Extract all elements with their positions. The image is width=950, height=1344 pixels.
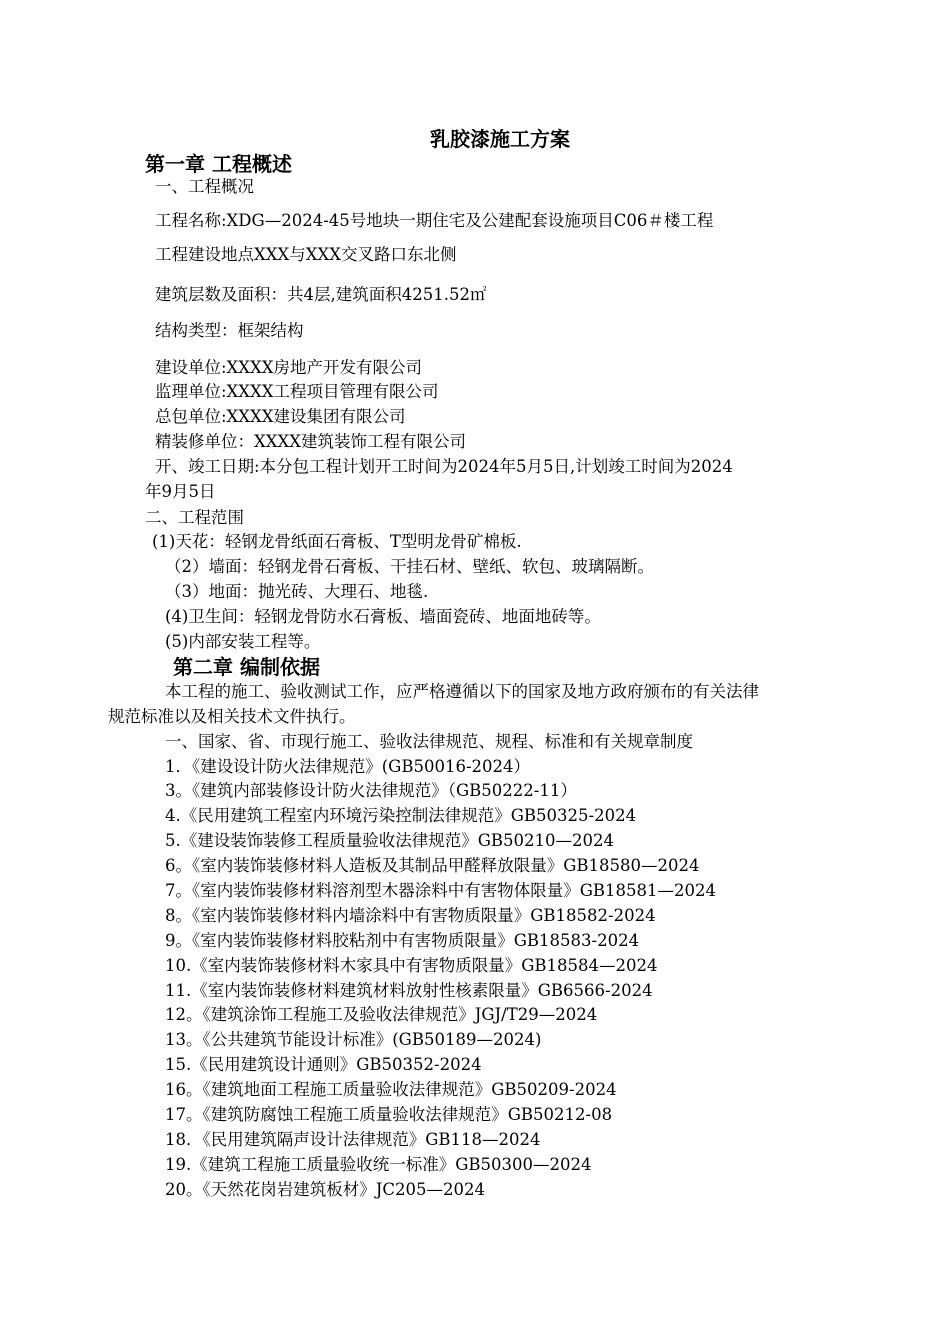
intro-line-1: 本工程的施工、验收测试工作，应严格遵循以下的国家及地方政府颁布的有关法律 bbox=[165, 682, 759, 701]
decorator-unit: 精装修单位：XXXX建筑装饰工程有限公司 bbox=[155, 432, 466, 451]
project-name: 工程名称:XDG—2024-45号地块一期住宅及公建配套设施项目C06＃楼工程 bbox=[155, 211, 714, 230]
reference-item: 12。《建筑涂饰工程施工及验收法律规范》JGJ/T29—2024 bbox=[165, 1005, 598, 1024]
floors-area: 建筑层数及面积：共4层,建筑面积4251.52㎡ bbox=[155, 285, 487, 304]
section-heading: 二、工程范围 bbox=[145, 508, 244, 527]
chapter-1-heading: 第一章 工程概述 bbox=[145, 152, 292, 176]
schedule-line-2: 年9月5日 bbox=[145, 482, 216, 501]
owner-unit: 建设单位:XXXX房地产开发有限公司 bbox=[155, 358, 423, 377]
intro-line-2: 规范标准以及相关技术文件执行。 bbox=[108, 707, 356, 726]
reference-item: 9。《室内装饰装修材料胶粘剂中有害物质限量》GB18583-2024 bbox=[165, 931, 640, 950]
section-heading: 一、国家、省、市现行施工、验收法律规范、规程、标准和有关规章制度 bbox=[165, 732, 693, 751]
schedule-line-1: 开、竣工日期:本分包工程计划开工时间为2024年5月5日,计划竣工时间为2024 bbox=[155, 457, 733, 476]
scope-item: (5)内部安装工程等。 bbox=[165, 632, 321, 651]
scope-item: (4)卫生间：轻钢龙骨防水石膏板、墙面瓷砖、地面地砖等。 bbox=[165, 607, 601, 626]
reference-item: 7。《室内装饰装修材料溶剂型木器涂料中有害物体限量》GB18581—2024 bbox=[165, 881, 717, 900]
reference-item: 20。《天然花岗岩建筑板材》JC205—2024 bbox=[165, 1180, 485, 1199]
reference-item: 11.《室内装饰装修材料建筑材料放射性核素限量》GB6566-2024 bbox=[165, 981, 653, 1000]
reference-item: 17。《建筑防腐蚀工程施工质量验收法律规范》GB50212-08 bbox=[165, 1105, 613, 1124]
reference-item: 8。《室内装饰装修材料内墙涂料中有害物质限量》GB18582-2024 bbox=[165, 906, 656, 925]
reference-item: 6。《室内装饰装修材料人造板及其制品甲醛释放限量》GB18580—2024 bbox=[165, 856, 700, 875]
reference-item: 13。《公共建筑节能设计标准》(GB50189—2024) bbox=[165, 1030, 542, 1049]
document-title: 乳胶漆施工方案 bbox=[430, 127, 570, 151]
reference-item: 5.《建设装饰装修工程质量验收法律规范》GB50210—2024 bbox=[165, 831, 615, 850]
chapter-2-heading: 第二章 编制依据 bbox=[173, 655, 320, 679]
reference-item: 19.《建筑工程施工质量验收统一标准》GB50300—2024 bbox=[165, 1155, 592, 1174]
section-heading: 一、工程概况 bbox=[155, 177, 254, 196]
reference-item: 4.《民用建筑工程室内环境污染控制法律规范》GB50325-2024 bbox=[165, 806, 637, 825]
supervisor-unit: 监理单位:XXXX工程项目管理有限公司 bbox=[155, 382, 439, 401]
structure-type: 结构类型：框架结构 bbox=[155, 321, 304, 340]
contractor-unit: 总包单位:XXXX建设集团有限公司 bbox=[155, 407, 406, 426]
reference-item: 10.《室内装饰装修材料木家具中有害物质限量》GB18584—2024 bbox=[165, 956, 658, 975]
scope-item: （3）地面：抛光砖、大理石、地毯. bbox=[165, 582, 429, 601]
reference-item: 1．《建设设计防火法律规范》(GB50016-2024） bbox=[165, 757, 531, 776]
project-location: 工程建设地点XXX与XXX交叉路口东北侧 bbox=[155, 245, 457, 264]
reference-item: 18．《民用建筑隔声设计法律规范》GB118—2024 bbox=[165, 1130, 541, 1149]
reference-item: 3。《建筑内部装修设计防火法律规范》（GB50222-11） bbox=[165, 781, 577, 800]
reference-item: 16。《建筑地面工程施工质量验收法律规范》GB50209-2024 bbox=[165, 1080, 617, 1099]
scope-item: （2）墙面：轻钢龙骨石膏板、干挂石材、壁纸、软包、玻璃隔断。 bbox=[165, 557, 654, 576]
scope-item: (1)天花：轻钢龙骨纸面石膏板、T型明龙骨矿棉板. bbox=[152, 532, 522, 551]
reference-item: 15.《民用建筑设计通则》GB50352-2024 bbox=[165, 1055, 482, 1074]
